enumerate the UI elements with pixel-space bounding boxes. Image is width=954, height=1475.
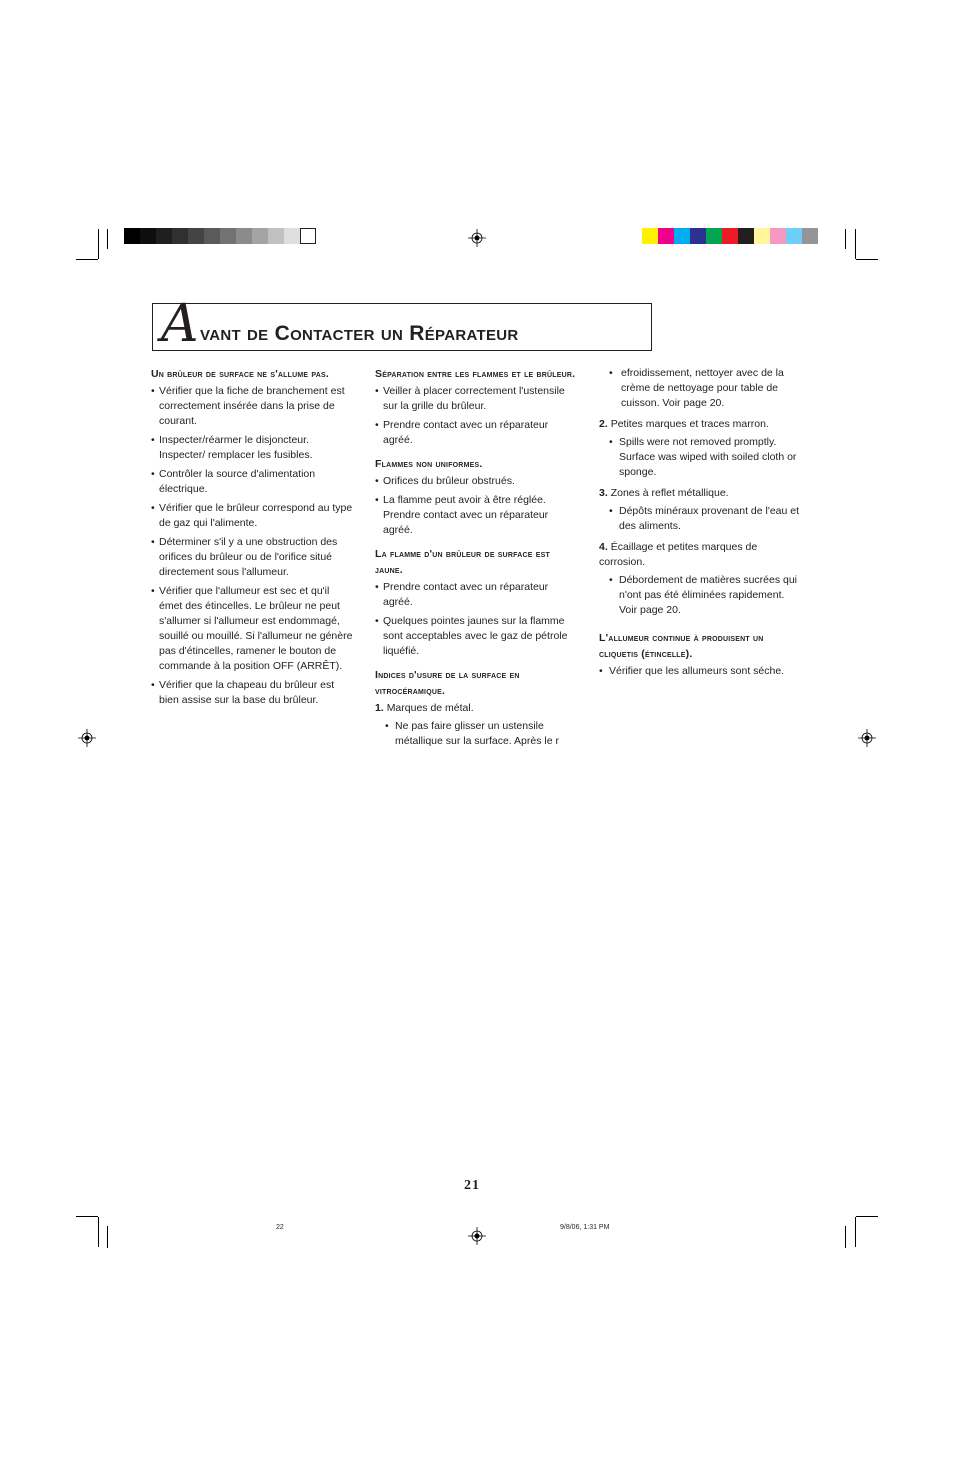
- list-item: • Vérifier que la chapeau du brûleur est bien assise sur la base du brûleur.: [151, 678, 354, 708]
- section-heading: Un brûleur de surface ne s'allume pas.: [151, 368, 329, 380]
- crop-mark: [855, 229, 856, 259]
- color-swatch: [754, 228, 770, 244]
- list-item: • Prendre contact avec un réparateur agréé.: [375, 580, 580, 610]
- crop-mark: [856, 259, 878, 260]
- numbered-item: [599, 417, 805, 432]
- color-swatch: [300, 228, 316, 244]
- color-swatch: [124, 228, 140, 244]
- color-swatch: [268, 228, 284, 244]
- item-number: 4.: [599, 541, 608, 553]
- list-item: • La flamme peut avoir à être réglée. Prendre contact avec un réparateur agréé.: [375, 493, 580, 538]
- bullet-list: [375, 474, 580, 538]
- title-text: vant de Contacter un Réparateur: [200, 322, 519, 345]
- color-swatch: [204, 228, 220, 244]
- item-number: 1.: [375, 702, 384, 714]
- process-color-bar: [642, 228, 818, 244]
- crop-mark: [856, 1216, 878, 1217]
- item-label: Écaillage et petites marques de corrosion.: [599, 541, 758, 568]
- crop-mark: [98, 1217, 99, 1247]
- color-swatch: [156, 228, 172, 244]
- crop-mark: [76, 1216, 98, 1217]
- color-swatch: [738, 228, 754, 244]
- footer-left: 22: [276, 1224, 284, 1231]
- numbered-item: [599, 540, 805, 570]
- title-initial: A: [161, 294, 199, 354]
- bullet-list: [599, 664, 805, 679]
- bullet-list: [375, 580, 580, 659]
- list-item: • Quelques pointes jaunes sur la flamme sont acceptables avec le gaz de pétrole liquéfié.: [375, 614, 580, 659]
- item-number: 3.: [599, 487, 608, 499]
- list-item: • Vérifier que l'allumeur est sec et qu'il émet des étincelles. Le brûleur ne peut s'allumer si l'allumeur est endommagé, souillé ou mouillé. Si l'allumeur ne génère pas d'étincelles, ramener le bouton de commande à la position OFF (ARRÊT).: [151, 584, 354, 674]
- bullet-list: [375, 384, 580, 448]
- color-swatch: [188, 228, 204, 244]
- item-number: 2.: [599, 418, 608, 430]
- section-heading: Flammes non uniformes.: [375, 458, 483, 470]
- column-1: [151, 366, 354, 716]
- sub-bullet: • Ne pas faire glisser un ustensile métallique sur la surface. Après le r: [375, 719, 580, 749]
- bullet-list: [151, 384, 354, 708]
- grayscale-color-bar: [124, 228, 316, 244]
- section-heading: La flamme d'un brûleur de surface est jaune.: [375, 548, 550, 576]
- section-heading: Indices d'usure de la surface en vitrocéramique.: [375, 669, 520, 697]
- color-swatch: [284, 228, 300, 244]
- crop-mark: [107, 1226, 108, 1248]
- color-swatch: [706, 228, 722, 244]
- crop-mark: [845, 1226, 846, 1248]
- color-swatch: [674, 228, 690, 244]
- list-item: • Contrôler la source d'alimentation électrique.: [151, 467, 354, 497]
- color-swatch: [770, 228, 786, 244]
- item-label: Marques de métal.: [386, 702, 474, 714]
- color-swatch: [722, 228, 738, 244]
- registration-mark-icon: [78, 729, 96, 747]
- continuation-text: • efroidissement, nettoyer avec de la crème de nettoyage pour table de cuisson. Voir page 20.: [599, 366, 805, 411]
- registration-mark-icon: [468, 1227, 486, 1245]
- color-swatch: [658, 228, 674, 244]
- page-title: [152, 294, 652, 354]
- crop-mark: [76, 259, 98, 260]
- list-item: • Inspecter/réarmer le disjoncteur. Inspecter/ remplacer les fusibles.: [151, 433, 354, 463]
- numbered-item: [599, 486, 805, 501]
- crop-mark: [98, 229, 99, 259]
- color-swatch: [172, 228, 188, 244]
- column-3: [599, 366, 805, 687]
- registration-mark-icon: [468, 229, 486, 247]
- sub-bullet: • Spills were not removed promptly. Surface was wiped with soiled cloth or sponge.: [599, 435, 805, 480]
- numbered-item: [375, 701, 580, 716]
- list-item: • Vérifier que le brûleur correspond au type de gaz qui l'alimente.: [151, 501, 354, 531]
- list-item: • Vérifier que la fiche de branchement est correctement insérée dans la prise de courant.: [151, 384, 354, 429]
- color-swatch: [786, 228, 802, 244]
- color-swatch: [252, 228, 268, 244]
- color-swatch: [690, 228, 706, 244]
- color-swatch: [140, 228, 156, 244]
- list-item: • Vérifier que les allumeurs sont séche.: [599, 664, 805, 679]
- item-label: Petites marques et traces marron.: [610, 418, 769, 430]
- color-swatch: [642, 228, 658, 244]
- item-label: Zones à reflet métallique.: [610, 487, 729, 499]
- page-number: 21: [464, 1178, 480, 1193]
- sub-bullet: • Débordement de matières sucrées qui n'ont pas été éliminées rapidement. Voir page 20.: [599, 573, 805, 618]
- color-swatch: [802, 228, 818, 244]
- footer-right: 9/8/06, 1:31 PM: [560, 1224, 610, 1231]
- sub-bullet: • Dépôts minéraux provenant de l'eau et des aliments.: [599, 504, 805, 534]
- list-item: • Orifices du brûleur obstrués.: [375, 474, 580, 489]
- list-item: • Prendre contact avec un réparateur agréé.: [375, 418, 580, 448]
- list-item: • Déterminer s'il y a une obstruction des orifices du brûleur ou de l'orifice situé directement sous l'allumeur.: [151, 535, 354, 580]
- column-2: [375, 366, 580, 755]
- color-swatch: [220, 228, 236, 244]
- crop-mark: [107, 229, 108, 249]
- crop-mark: [855, 1217, 856, 1247]
- section-heading: L'allumeur continue à produisent un cliquetis (étincelle).: [599, 632, 764, 660]
- color-swatch: [236, 228, 252, 244]
- list-item: • Veiller à placer correctement l'ustensile sur la grille du brûleur.: [375, 384, 580, 414]
- section-heading: Séparation entre les flammes et le brûleur.: [375, 368, 576, 380]
- crop-mark: [845, 229, 846, 249]
- registration-mark-icon: [858, 729, 876, 747]
